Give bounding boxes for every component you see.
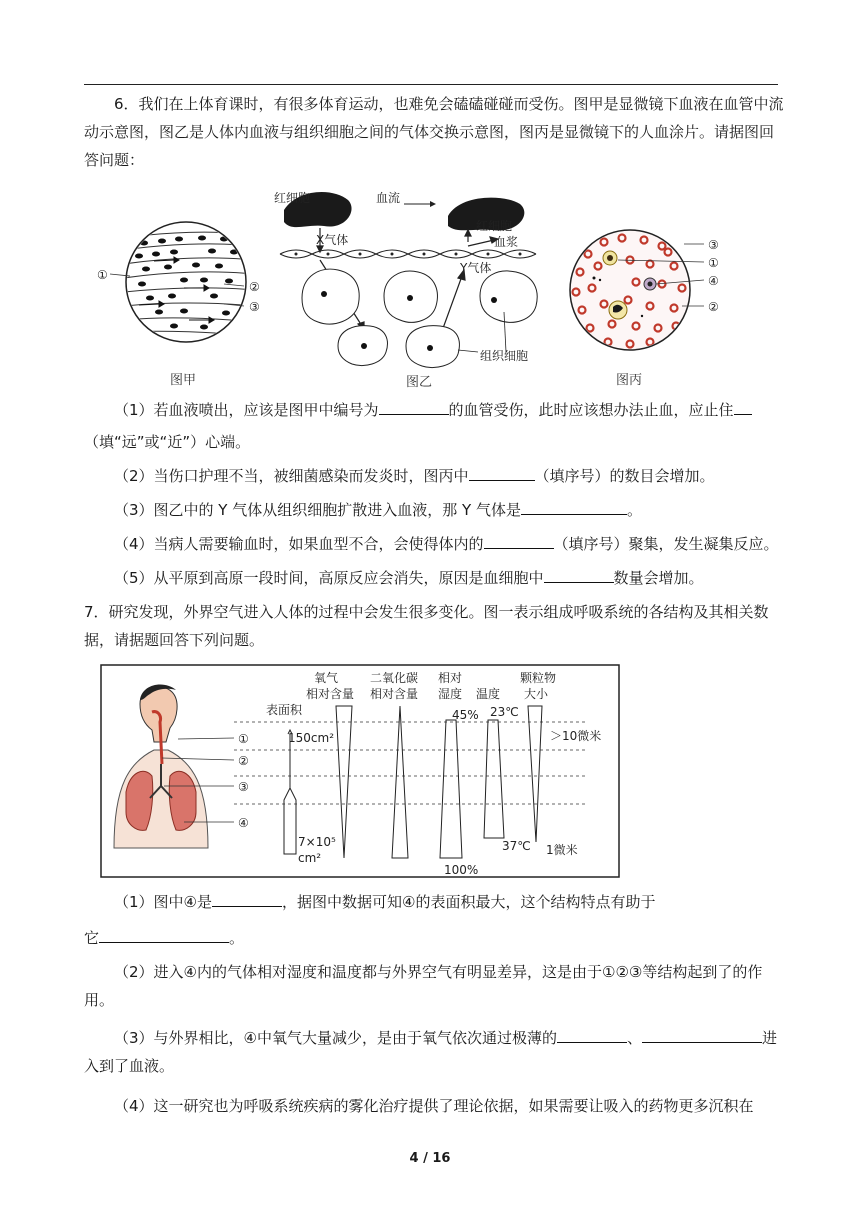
yi-x-gas: X气体 xyxy=(316,233,349,247)
body-label-1: ① xyxy=(238,732,249,746)
body-label-4: ④ xyxy=(238,816,249,830)
q6-sub1 xyxy=(84,396,784,424)
q6-sub5-blank[interactable] xyxy=(544,568,614,583)
figure-jia xyxy=(97,222,260,388)
area-bottom-1: 7×10⁵ xyxy=(298,835,336,849)
bing-label-4: ④ xyxy=(708,274,719,288)
q7-sub1-text-d: 。 xyxy=(229,929,245,947)
q7-figure xyxy=(100,664,620,878)
q6-sub1-blank-1[interactable] xyxy=(379,400,449,415)
hdr-o2-1: 氧气 xyxy=(314,671,339,685)
figure-bing xyxy=(570,230,719,388)
q7-sub1-blank-2[interactable] xyxy=(99,928,229,943)
jia-caption: 图甲 xyxy=(170,373,197,388)
q6-sub3 xyxy=(84,496,784,524)
bing-label-2: ② xyxy=(708,300,719,314)
body-label-3: ③ xyxy=(238,780,249,794)
temp-bottom: 37℃ xyxy=(502,839,531,853)
q6-sub1-cont: （填“远”或“近”）心端。 xyxy=(84,433,251,451)
hdr-co2-2: 相对含量 xyxy=(370,687,419,701)
hum-top: 45% xyxy=(452,708,479,722)
q6-sub3-text-b: 。 xyxy=(626,501,642,519)
q7-intro: 7．研究发现，外界空气进入人体的过程中会发生很多变化。图一表示组成呼吸系统的各结构及其相关数据，请据题回答下列问题。 xyxy=(84,603,769,649)
q6-sub4-text-b: （填序号）聚集，发生凝集反应。 xyxy=(553,535,779,553)
q6-sub5-text-a: （5）从平原到高原一段时间，高原反应会消失，原因是血细胞中 xyxy=(114,569,544,587)
q7-sub1-text-a: （1）图中④是 xyxy=(114,893,212,911)
jia-label-2: ② xyxy=(249,280,260,294)
yi-flow: 血流 xyxy=(376,191,401,205)
q7-sub1-blank-1[interactable] xyxy=(212,892,282,907)
area-top: 150cm² xyxy=(288,731,335,745)
q6-sub2-text-b: （填序号）的数目会增加。 xyxy=(534,467,715,485)
q6-sub4-text-a: （4）当病人需要输血时，如果血型不合，会使得体内的 xyxy=(114,535,484,553)
q7-sub3-blank-2[interactable] xyxy=(642,1028,762,1043)
hdr-part-1: 颗粒物 xyxy=(520,671,557,685)
yi-caption: 图乙 xyxy=(406,375,433,390)
bing-label-3: ③ xyxy=(708,238,719,252)
q6-figure xyxy=(84,180,784,392)
hdr-o2-2: 相对含量 xyxy=(306,687,355,701)
q6-sub5-text-b: 数量会增加。 xyxy=(613,569,704,587)
jia-label-3: ③ xyxy=(249,300,260,314)
hdr-hum-2: 湿度 xyxy=(438,687,463,701)
q6-sub2-blank[interactable] xyxy=(469,466,535,481)
q6-sub3-blank[interactable] xyxy=(521,500,627,515)
hdr-temp: 温度 xyxy=(476,687,501,701)
bing-caption: 图丙 xyxy=(616,373,643,388)
area-bottom-2: cm² xyxy=(298,851,322,865)
body-label-2: ② xyxy=(238,754,249,768)
part-top: ＞10微米 xyxy=(550,729,602,743)
q7-sub3-text-b: 、 xyxy=(627,1029,643,1047)
q6-sub1-blank-2[interactable] xyxy=(734,400,752,415)
yi-y-gas: Y气体 xyxy=(460,261,492,275)
q7-sub2: （2）进入④内的气体相对湿度和温度都与外界空气有明显差异，这是由于①②③等结构起到了的作用。 xyxy=(84,963,763,1009)
yi-tissue: 组织细胞 xyxy=(480,349,529,363)
q6-sub1-text-a: （1）若血液喷出，应该是图甲中编号为 xyxy=(114,401,379,419)
q6-sub4-blank[interactable] xyxy=(484,534,554,549)
q7-sub3-text-c: 进入到了血液。 xyxy=(84,1029,778,1075)
yi-rbc-right: 红细胞 xyxy=(476,219,513,233)
hdr-area: 表面积 xyxy=(266,703,303,717)
q7-sub3-blank-1[interactable] xyxy=(557,1028,627,1043)
q6-sub2 xyxy=(84,462,784,490)
q7-sub1-text-c: 它 xyxy=(84,929,100,947)
q7-sub3-text-a: （3）与外界相比，④中氧气大量减少，是由于氧气依次通过极薄的 xyxy=(114,1029,557,1047)
yi-plasma: 血浆 xyxy=(494,235,519,249)
q7-sub1-text-b: ，据图中数据可知④的表面积最大，这个结构特点有助于 xyxy=(282,893,656,911)
hdr-co2-1: 二氧化碳 xyxy=(370,671,419,685)
figure-yi xyxy=(274,190,537,390)
hdr-part-2: 大小 xyxy=(524,687,549,701)
q6-sub4 xyxy=(84,530,784,558)
yi-rbc-left: 红细胞 xyxy=(274,191,311,205)
q7-sub1-cont xyxy=(84,924,784,952)
q6-intro: 6．我们在上体育课时，有很多体育运动，也难免会磕磕碰碰而受伤。图甲是显微镜下血液在血管中流动示意图，图乙是人体内血液与组织细胞之间的气体交换示意图，图丙是显微镜下的人血涂片。请据图回答问题： xyxy=(84,95,784,169)
hdr-hum-1: 相对 xyxy=(438,671,463,685)
hum-bottom: 100% xyxy=(444,863,479,877)
q6-sub3-text-a: （3）图乙中的 Y 气体从组织细胞扩散进入血液，那 Y 气体是 xyxy=(114,501,521,519)
q7-sub4: （4）这一研究也为呼吸系统疾病的雾化治疗提供了理论依据，如果需要让吸入的药物更多沉积在 xyxy=(114,1097,754,1115)
q7-sub3 xyxy=(84,1024,784,1080)
part-bottom: 1微米 xyxy=(546,843,578,857)
temp-top: 23℃ xyxy=(490,705,519,719)
q6-sub1-text-b: 的血管受伤，此时应该想办法止血，应止住 xyxy=(448,401,734,419)
q6-sub2-text-a: （2）当伤口护理不当，被细菌感染而发炎时，图丙中 xyxy=(114,467,469,485)
bing-label-1: ① xyxy=(708,256,719,270)
page-number: 4 / 16 xyxy=(409,1151,451,1166)
q7-sub1 xyxy=(84,888,784,916)
jia-label-1: ① xyxy=(97,268,108,282)
q6-sub5 xyxy=(84,564,784,592)
top-rule xyxy=(84,84,778,85)
